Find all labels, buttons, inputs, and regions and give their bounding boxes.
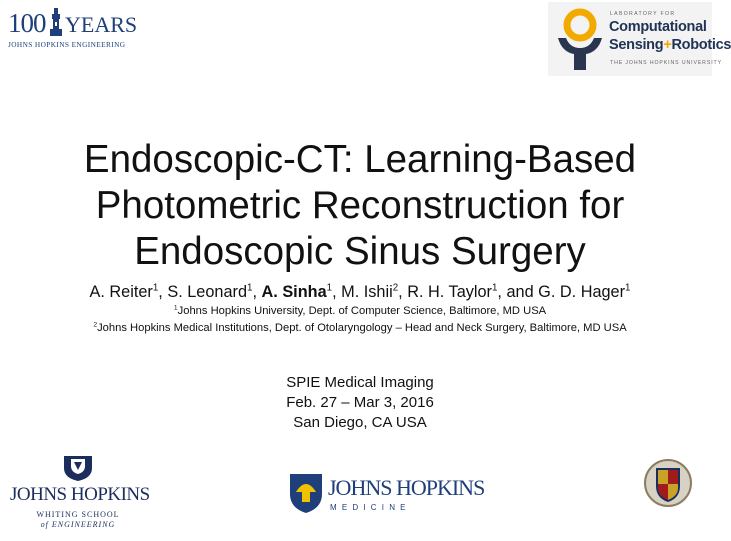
lcsr-sensing-robotics: Sensing+Robotics — [609, 37, 731, 53]
lcsr-logo — [548, 2, 731, 76]
author-presenter: A. Sinha — [261, 283, 327, 301]
medicine-jh-name: JOHNS HOPKINS — [328, 475, 485, 500]
author: G. D. Hager — [538, 283, 626, 301]
jhu-whiting-school-logo — [10, 454, 150, 532]
title-line: Endoscopic Sinus Surgery — [134, 230, 586, 273]
whiting-jh-name: JOHNS HOPKINS — [10, 484, 150, 505]
lcsr-university: THE JOHNS HOPKINS UNIVERSITY — [610, 60, 722, 66]
title-line: Photometric Reconstruction for — [95, 184, 625, 227]
whiting-engineering-line: of ENGINEERING — [40, 520, 116, 529]
logo-100-subtitle: JOHNS HOPKINS ENGINEERING — [8, 40, 126, 49]
tower-icon — [48, 8, 64, 38]
jh-medicine-logo — [284, 470, 485, 518]
affiliation-1: $^1$Johns Hopkins University, Dept. of Computer Science, Baltimore, MD USA — [173, 304, 547, 317]
jhu-engineering-100-years-logo — [8, 8, 138, 50]
lcsr-emblem-icon — [554, 8, 606, 72]
conference-info — [0, 373, 720, 433]
author: M. Ishii — [341, 283, 393, 301]
author: S. Leonard — [167, 283, 248, 301]
title-line: Endoscopic-CT: Learning-Based — [83, 138, 637, 181]
lcsr-computational: Computational — [609, 19, 707, 35]
slide-title — [0, 137, 720, 275]
conference-name: SPIE Medical Imaging — [286, 374, 434, 391]
medicine-sub: MEDICINE — [330, 503, 411, 512]
conference-location: San Diego, CA USA — [293, 414, 427, 431]
jh-medicine-shield-icon — [288, 472, 324, 514]
logo-100-years: YEARS — [65, 12, 138, 37]
jhu-shield-icon — [62, 454, 94, 482]
lcsr-laboratory-for: LABORATORY FOR — [610, 11, 676, 17]
university-seal-icon — [644, 454, 692, 512]
author-list: A. Reiter$^1$, S. Leonard$^1$, A. Sinha$^1$, M. Ishii$^2$, R. H. Taylor$^1$, and G. D. Hager$^1$ — [89, 282, 631, 301]
whiting-school-line: WHITING SCHOOL — [36, 510, 120, 519]
conference-dates: Feb. 27 – Mar 3, 2016 — [286, 394, 434, 411]
author: A. Reiter — [89, 283, 153, 301]
author: R. H. Taylor — [407, 283, 492, 301]
affiliation-2: $^2$Johns Hopkins Medical Institutions, Dept. of Otolaryngology – Head and Neck Surgery, Baltimore, MD USA — [93, 321, 627, 334]
logo-100-number: 100 — [8, 8, 46, 38]
